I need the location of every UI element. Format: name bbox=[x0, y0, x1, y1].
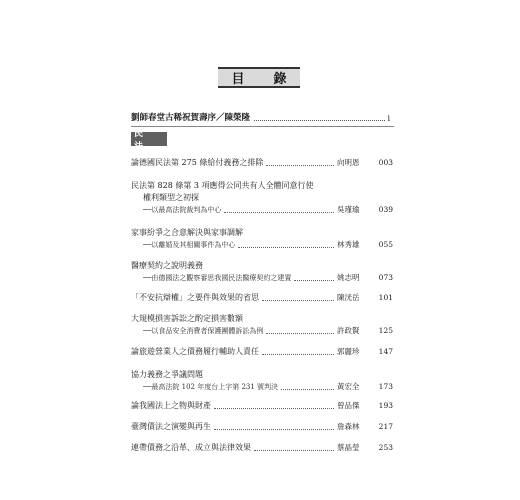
entry-page-number: 073 bbox=[378, 273, 393, 282]
toc-entry[interactable] bbox=[131, 260, 393, 284]
entry-title: 大規模損害訴訟之酌定損害數額 bbox=[131, 314, 243, 323]
entry-title-line bbox=[131, 369, 393, 381]
entry-title-line bbox=[131, 400, 393, 412]
entry-author: 曾品傑 bbox=[337, 401, 360, 410]
toc-title: 目 錄 bbox=[218, 67, 300, 88]
entry-author: 許政賢 bbox=[337, 326, 360, 335]
toc-entry[interactable] bbox=[131, 369, 393, 393]
entry-author: 林秀雄 bbox=[337, 240, 360, 249]
dot-leader bbox=[254, 119, 385, 121]
entry-subtitle: ──最高法院 102 年度台上字第 231 號判決 bbox=[143, 383, 279, 391]
entry-title: 論德國民法第 275 條給付義務之排除 bbox=[131, 158, 264, 167]
entry-author: 陳洸岳 bbox=[337, 293, 360, 302]
entry-author: 詹森林 bbox=[337, 422, 360, 431]
entry-subtitle-line bbox=[131, 239, 393, 251]
entry-title: 民法第 828 條第 3 項應得公同共有人全體同意行使 bbox=[131, 181, 314, 190]
toc-entry[interactable] bbox=[131, 442, 393, 454]
entry-title-line bbox=[131, 313, 393, 325]
entry-page-number: 039 bbox=[378, 205, 393, 214]
entry-author: 吳瑾瑜 bbox=[337, 205, 360, 214]
dot-leader bbox=[214, 429, 334, 430]
entry-page-number: 193 bbox=[378, 401, 393, 410]
entry-title: 臺灣債法之演變與再生 bbox=[131, 422, 211, 431]
entry-title: 醫療契約之說明義務 bbox=[131, 261, 203, 270]
entry-subtitle-line bbox=[131, 272, 393, 284]
entry-subtitle: ──由德國法之觀察審思我國民法醫療契約之建置 bbox=[143, 274, 292, 282]
entry-title-line bbox=[131, 192, 393, 204]
toc-entry[interactable] bbox=[131, 227, 393, 251]
dot-leader bbox=[262, 300, 334, 301]
entry-subtitle-line bbox=[131, 325, 393, 337]
dot-leader bbox=[224, 212, 334, 213]
entry-author: 蔡晶瑩 bbox=[337, 443, 360, 452]
entry-page-number: 101 bbox=[378, 293, 393, 302]
section-label: 民 法 bbox=[131, 132, 167, 146]
entry-title: 論旅遊營業人之債務履行輔助人責任 bbox=[131, 347, 259, 356]
toc-entry[interactable] bbox=[131, 400, 393, 412]
entry-subtitle-line bbox=[131, 381, 393, 393]
entry-title-line bbox=[131, 227, 393, 239]
preface-text: 劉師春堂古稀祝賀壽序／陳榮隆 bbox=[131, 113, 251, 123]
entry-page-number: 147 bbox=[378, 347, 393, 356]
preface-entry[interactable] bbox=[131, 111, 390, 123]
entry-title-line bbox=[131, 260, 393, 272]
toc-entry[interactable] bbox=[131, 157, 393, 169]
entry-author: 郭麗珍 bbox=[337, 347, 360, 356]
dot-leader bbox=[254, 450, 334, 451]
dot-leader bbox=[294, 280, 334, 281]
entry-page-number: 253 bbox=[378, 443, 393, 452]
entry-title: 協力義務之爭議問題 bbox=[131, 370, 203, 379]
entry-author: 姚志明 bbox=[337, 273, 360, 282]
entry-title: 論我國法上之物與財產 bbox=[131, 401, 211, 410]
entry-title-line bbox=[131, 421, 393, 433]
entry-title-line bbox=[131, 157, 393, 169]
entry-title-line bbox=[131, 292, 393, 304]
entry-author: 向明恩 bbox=[337, 158, 360, 167]
toc-entry[interactable] bbox=[131, 292, 393, 304]
entry-title: 權利類型之初探 bbox=[143, 193, 199, 202]
entry-title: 連帶債務之沿革、成立與法律效果 bbox=[131, 443, 251, 452]
dot-leader bbox=[266, 333, 334, 334]
entry-page-number: 217 bbox=[378, 422, 393, 431]
dot-leader bbox=[262, 354, 334, 355]
dot-leader bbox=[266, 165, 334, 166]
entry-title: 家事紛爭之合意解決與家事調解 bbox=[131, 228, 243, 237]
entry-subtitle: ──以最高法院裁判為中心 bbox=[143, 206, 222, 214]
entry-page-number: 055 bbox=[378, 240, 393, 249]
toc-entry[interactable] bbox=[131, 180, 393, 216]
toc-entry[interactable] bbox=[131, 313, 393, 337]
dot-leader bbox=[281, 389, 334, 390]
entry-page-number: 173 bbox=[378, 382, 393, 391]
entry-page-number: 125 bbox=[378, 326, 393, 335]
dot-leader bbox=[214, 408, 334, 409]
entry-subtitle: ──以離婚及其相關事件為中心 bbox=[143, 241, 236, 249]
entry-subtitle: ──以食品安全消費者保護團體訴訟為例 bbox=[143, 327, 264, 335]
preface-page: i bbox=[387, 114, 390, 123]
entry-subtitle-line bbox=[131, 204, 393, 216]
toc-entry[interactable] bbox=[131, 346, 393, 358]
divider bbox=[131, 126, 394, 127]
entry-title-line bbox=[131, 442, 393, 454]
entry-title-line bbox=[131, 180, 393, 192]
toc-entry[interactable] bbox=[131, 421, 393, 433]
entry-title: 「不安抗辯權」之要件與效果的省思 bbox=[131, 293, 259, 302]
entry-page-number: 003 bbox=[378, 158, 393, 167]
dot-leader bbox=[238, 247, 334, 248]
entry-title-line bbox=[131, 346, 393, 358]
entry-author: 黃宏全 bbox=[337, 382, 360, 391]
